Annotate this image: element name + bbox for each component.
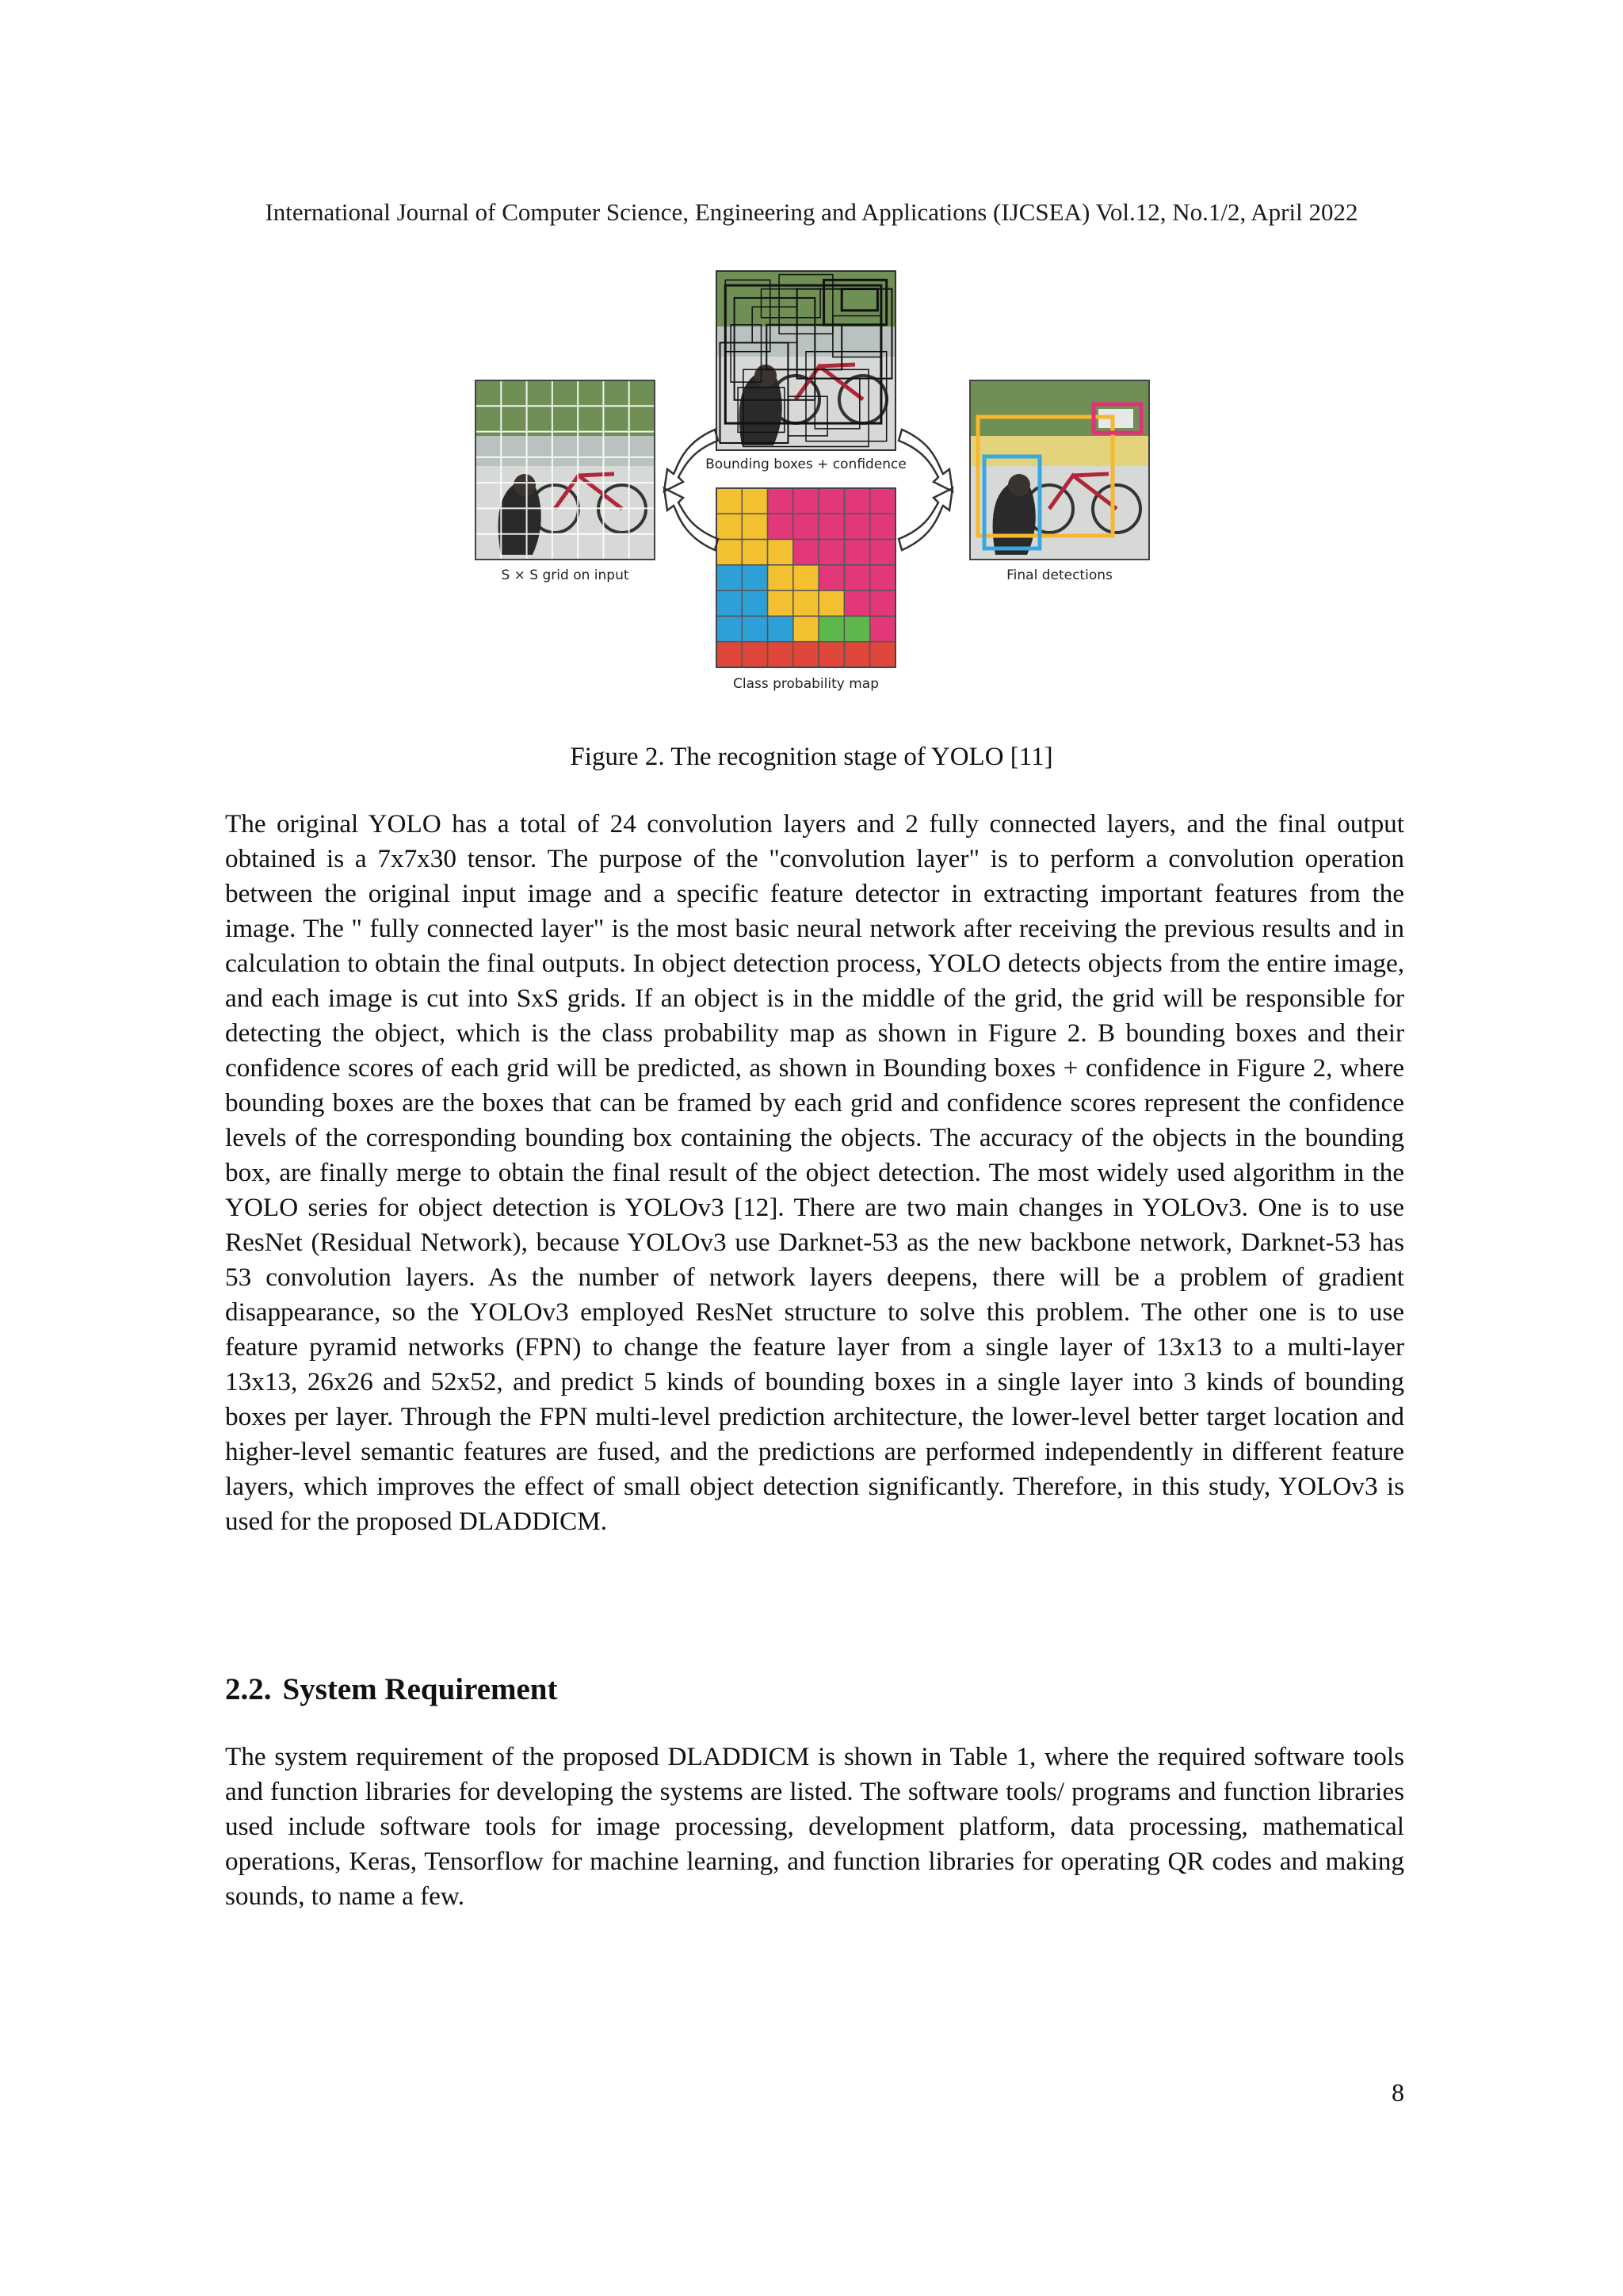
class-cell <box>844 642 869 667</box>
class-cell <box>793 488 819 514</box>
class-cell <box>768 540 793 565</box>
class-cell <box>742 514 767 539</box>
class-cell <box>742 590 767 616</box>
arrow-left <box>664 430 718 550</box>
class-cell <box>716 565 742 590</box>
class-cell <box>793 565 819 590</box>
class-cell <box>716 540 742 565</box>
class-cell <box>870 590 896 616</box>
class-cell <box>819 514 844 539</box>
class-cell <box>716 642 742 667</box>
class-cell <box>870 514 896 539</box>
class-cell <box>870 540 896 565</box>
yolo-diagram <box>460 262 1157 705</box>
class-cell <box>819 642 844 667</box>
class-cell <box>716 514 742 539</box>
class-cell <box>716 590 742 616</box>
input-image <box>475 380 655 560</box>
class-cell <box>870 488 896 514</box>
class-cell <box>768 616 793 641</box>
class-cell <box>844 590 869 616</box>
class-cell <box>716 616 742 641</box>
class-cell <box>742 616 767 641</box>
class-cell <box>742 565 767 590</box>
arrow-right <box>899 430 953 550</box>
class-cell <box>819 590 844 616</box>
class-cell <box>870 616 896 641</box>
class-cell <box>742 540 767 565</box>
figure-caption: Figure 2. The recognition stage of YOLO [11] <box>570 743 1053 771</box>
class-cell <box>768 642 793 667</box>
class-cell <box>819 540 844 565</box>
class-cell <box>742 488 767 514</box>
class-cell <box>819 616 844 641</box>
grid-input-label: S × S grid on input <box>501 567 629 583</box>
class-cell <box>844 565 869 590</box>
class-cell <box>716 488 742 514</box>
section-heading <box>225 1671 557 1709</box>
class-cell <box>768 565 793 590</box>
class-cell <box>870 642 896 667</box>
page-number: 8 <box>1392 2078 1404 2107</box>
class-cell <box>844 616 869 641</box>
section-number: 2.2. <box>225 1672 272 1706</box>
class-cell <box>793 642 819 667</box>
class-cell <box>793 616 819 641</box>
class-cell <box>819 565 844 590</box>
paragraph-yolo: The original YOLO has a total of 24 convolution layers and 2 fully connected layers, and the final output obtained is a 7x7x30 tensor. The purpose of the "convolution layer" is to perform a convolution operation between the original input image and a specific feature detector in extracting important features from the image. The " fully connected layer" is the most basic neural network after receiving the previous results and in calculation to obtain the final outputs. In object detection process, YOLO detects objects from the entire image, and each image is cut into SxS grids. If an object is in the middle of the grid, the grid will be responsible for detecting the object, which is the class probability map as shown in Figure 2. B bounding boxes and their confidence scores of each grid will be predicted, as shown in Bounding boxes + confidence in Figure 2, where bounding boxes are the boxes that can be framed by each grid and confidence scores represent the confidence levels of the corresponding bounding box containing the objects. The accuracy of the objects in the bounding box, are finally merge to obtain the final result of the object detection. The most widely used algorithm in the YOLO series for object detection is YOLOv3 [12]. There are two main changes in YOLOv3. One is to use ResNet (Residual Network), because YOLOv3 use Darknet-53 as the new backbone network, Darknet-53 has 53 convolution layers. As the number of network layers deepens, there will be a problem of gradient disappearance, so the YOLOv3 employed ResNet structure to solve this problem. The other one is to use feature pyramid networks (FPN) to change the feature layer from a single layer of 13x13 to a multi-layer 13x13, 26x26 and 52x52, and predict 5 kinds of bounding boxes in a single layer into 3 kinds of bounding boxes per layer. Through the FPN multi-level prediction architecture, the lower-level better target location and higher-level semantic features are fused, and the predictions are performed independently in different feature layers, which improves the effect of small object detection significantly. Therefore, in this study, YOLOv3 is used for the proposed DLADDICM. <box>225 809 1404 1536</box>
class-cell <box>870 565 896 590</box>
final-detections-label: Final detections <box>1006 567 1113 583</box>
class-cell <box>844 514 869 539</box>
class-cell <box>768 590 793 616</box>
class-cell <box>793 590 819 616</box>
class-cell <box>768 488 793 514</box>
class-cell <box>742 642 767 667</box>
section-title: System Requirement <box>282 1672 558 1706</box>
class-map-label: Class probability map <box>732 676 880 692</box>
class-cell <box>844 488 869 514</box>
class-cell <box>768 514 793 539</box>
class-cell <box>844 540 869 565</box>
bounding-boxes-label: Bounding boxes + confidence <box>705 457 907 472</box>
class-cell <box>793 514 819 539</box>
yolo-figure <box>460 262 1157 705</box>
final-detection-image <box>970 380 1149 560</box>
paragraph-system-requirement: The system requirement of the proposed DLADDICM is shown in Table 1, where the required software tools and function libraries for developing the systems are listed. The software tools/ programs and function libraries used include software tools for image processing, development platform, data processing, mathematical operations, Keras, Tensorflow for machine learning, and function libraries for operating QR codes and making sounds, to name a few. <box>225 1742 1404 1911</box>
class-cell <box>819 488 844 514</box>
class-cell <box>793 540 819 565</box>
journal-header: International Journal of Computer Science, Engineering and Applications (IJCSEA) Vol.12, No.1/2, April 2022 <box>265 198 1358 226</box>
class-probability-map <box>716 488 896 667</box>
